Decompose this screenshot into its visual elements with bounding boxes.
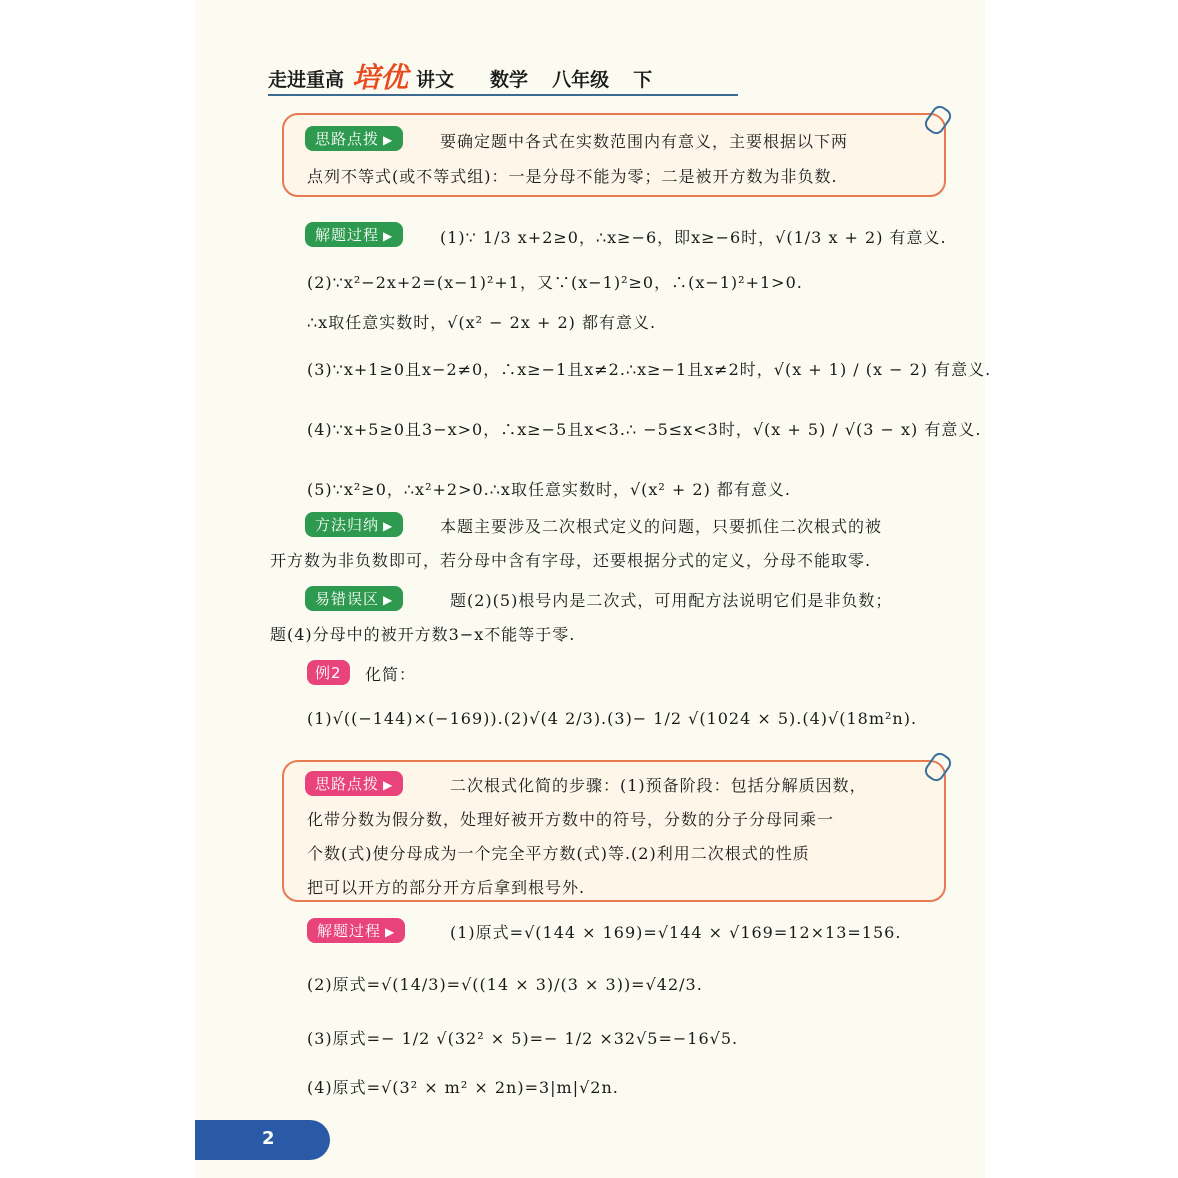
tag-example-2: 例2 xyxy=(307,660,350,685)
hint-2-line-2: 化带分数为假分数，处理好被开方数中的符号，分数的分子分母同乘一 xyxy=(307,810,835,829)
solution-1-line-6: (5)∵x²≥0，∴x²+2>0.∴x取任意实数时，√(x² + 2) 都有意义. xyxy=(307,480,791,499)
solution-2-line-3: (3)原式=− 1/2 √(32² × 5)=− 1/2 ×32√5=−16√5. xyxy=(307,1029,739,1048)
header-series: 走进重高 xyxy=(268,69,345,91)
header-jiangyi: 讲文 xyxy=(416,69,455,91)
solution-1-line-5: (4)∵x+5≥0且3−x>0，∴x≥−5且x<3.∴ −5≤x<3时，√(x + 5) / √(3 − x) 有意义. xyxy=(307,420,982,439)
mistake-line-2: 题(4)分母中的被开方数3−x不能等于零. xyxy=(270,625,576,644)
method-line-1: 本题主要涉及二次根式定义的问题，只要抓住二次根式的被 xyxy=(440,517,883,536)
hint-1-line-2: 点列不等式(或不等式组)：一是分母不能为零；二是被开方数为非负数. xyxy=(307,167,838,186)
page-number: 2 xyxy=(262,1128,275,1149)
tag-solution-1: 解题过程 ▶ xyxy=(305,222,403,247)
tag-hint-2: 思路点拨 ▶ xyxy=(305,771,403,796)
solution-1-line-3: ∴x取任意实数时，√(x² − 2x + 2) 都有意义. xyxy=(307,313,657,332)
header-highlight: 培优 xyxy=(352,61,409,94)
header-subject: 数学 xyxy=(490,69,529,91)
solution-1-line-1: (1)∵ 1/3 x+2≥0，∴x≥−6，即x≥−6时，√(1/3 x + 2) 有意义. xyxy=(440,228,947,247)
tag-hint-1: 思路点拨 ▶ xyxy=(305,126,403,151)
hint-2-line-3: 个数(式)使分母成为一个完全平方数(式)等.(2)利用二次根式的性质 xyxy=(307,844,810,863)
solution-2-line-2: (2)原式=√(14/3)=√((14 × 3)/(3 × 3))=√42/3. xyxy=(307,975,703,994)
hint-2-line-1: 二次根式化简的步骤：(1)预备阶段：包括分解质因数， xyxy=(450,776,867,795)
method-line-2: 开方数为非负数即可，若分母中含有字母，还要根据分式的定义，分母不能取零. xyxy=(270,551,872,570)
header-grade: 八年级 xyxy=(552,69,610,91)
solution-1-line-4: (3)∵x+1≥0且x−2≠0，∴x≥−1且x≠2.∴x≥−1且x≠2时，√(x + 1) / (x − 2) 有意义. xyxy=(307,360,992,379)
solution-2-line-4: (4)原式=√(3² × m² × 2n)=3|m|√2n. xyxy=(307,1078,619,1097)
mistake-line-1: 题(2)(5)根号内是二次式，可用配方法说明它们是非负数； xyxy=(450,591,893,610)
tag-mistake: 易错误区 ▶ xyxy=(305,586,403,611)
solution-1-line-2: (2)∵x²−2x+2=(x−1)²+1，又∵(x−1)²≥0，∴(x−1)²+1>0. xyxy=(307,273,803,292)
book-header xyxy=(268,58,652,92)
hint-1-line-1: 要确定题中各式在实数范围内有意义，主要根据以下两 xyxy=(440,132,849,151)
header-rule xyxy=(268,94,738,96)
solution-2-line-1: (1)原式=√(144 × 169)=√144 × √169=12×13=156. xyxy=(450,923,902,942)
example-2-problems: (1)√((−144)×(−169)).(2)√(4 2/3).(3)− 1/2 √(1024 × 5).(4)√(18m²n). xyxy=(307,709,918,728)
example-2-title: 化简： xyxy=(365,665,417,684)
header-term: 下 xyxy=(633,69,653,91)
tag-solution-2: 解题过程 ▶ xyxy=(307,918,405,943)
tag-method: 方法归纳 ▶ xyxy=(305,512,403,537)
hint-2-line-4: 把可以开方的部分开方后拿到根号外. xyxy=(307,878,586,897)
